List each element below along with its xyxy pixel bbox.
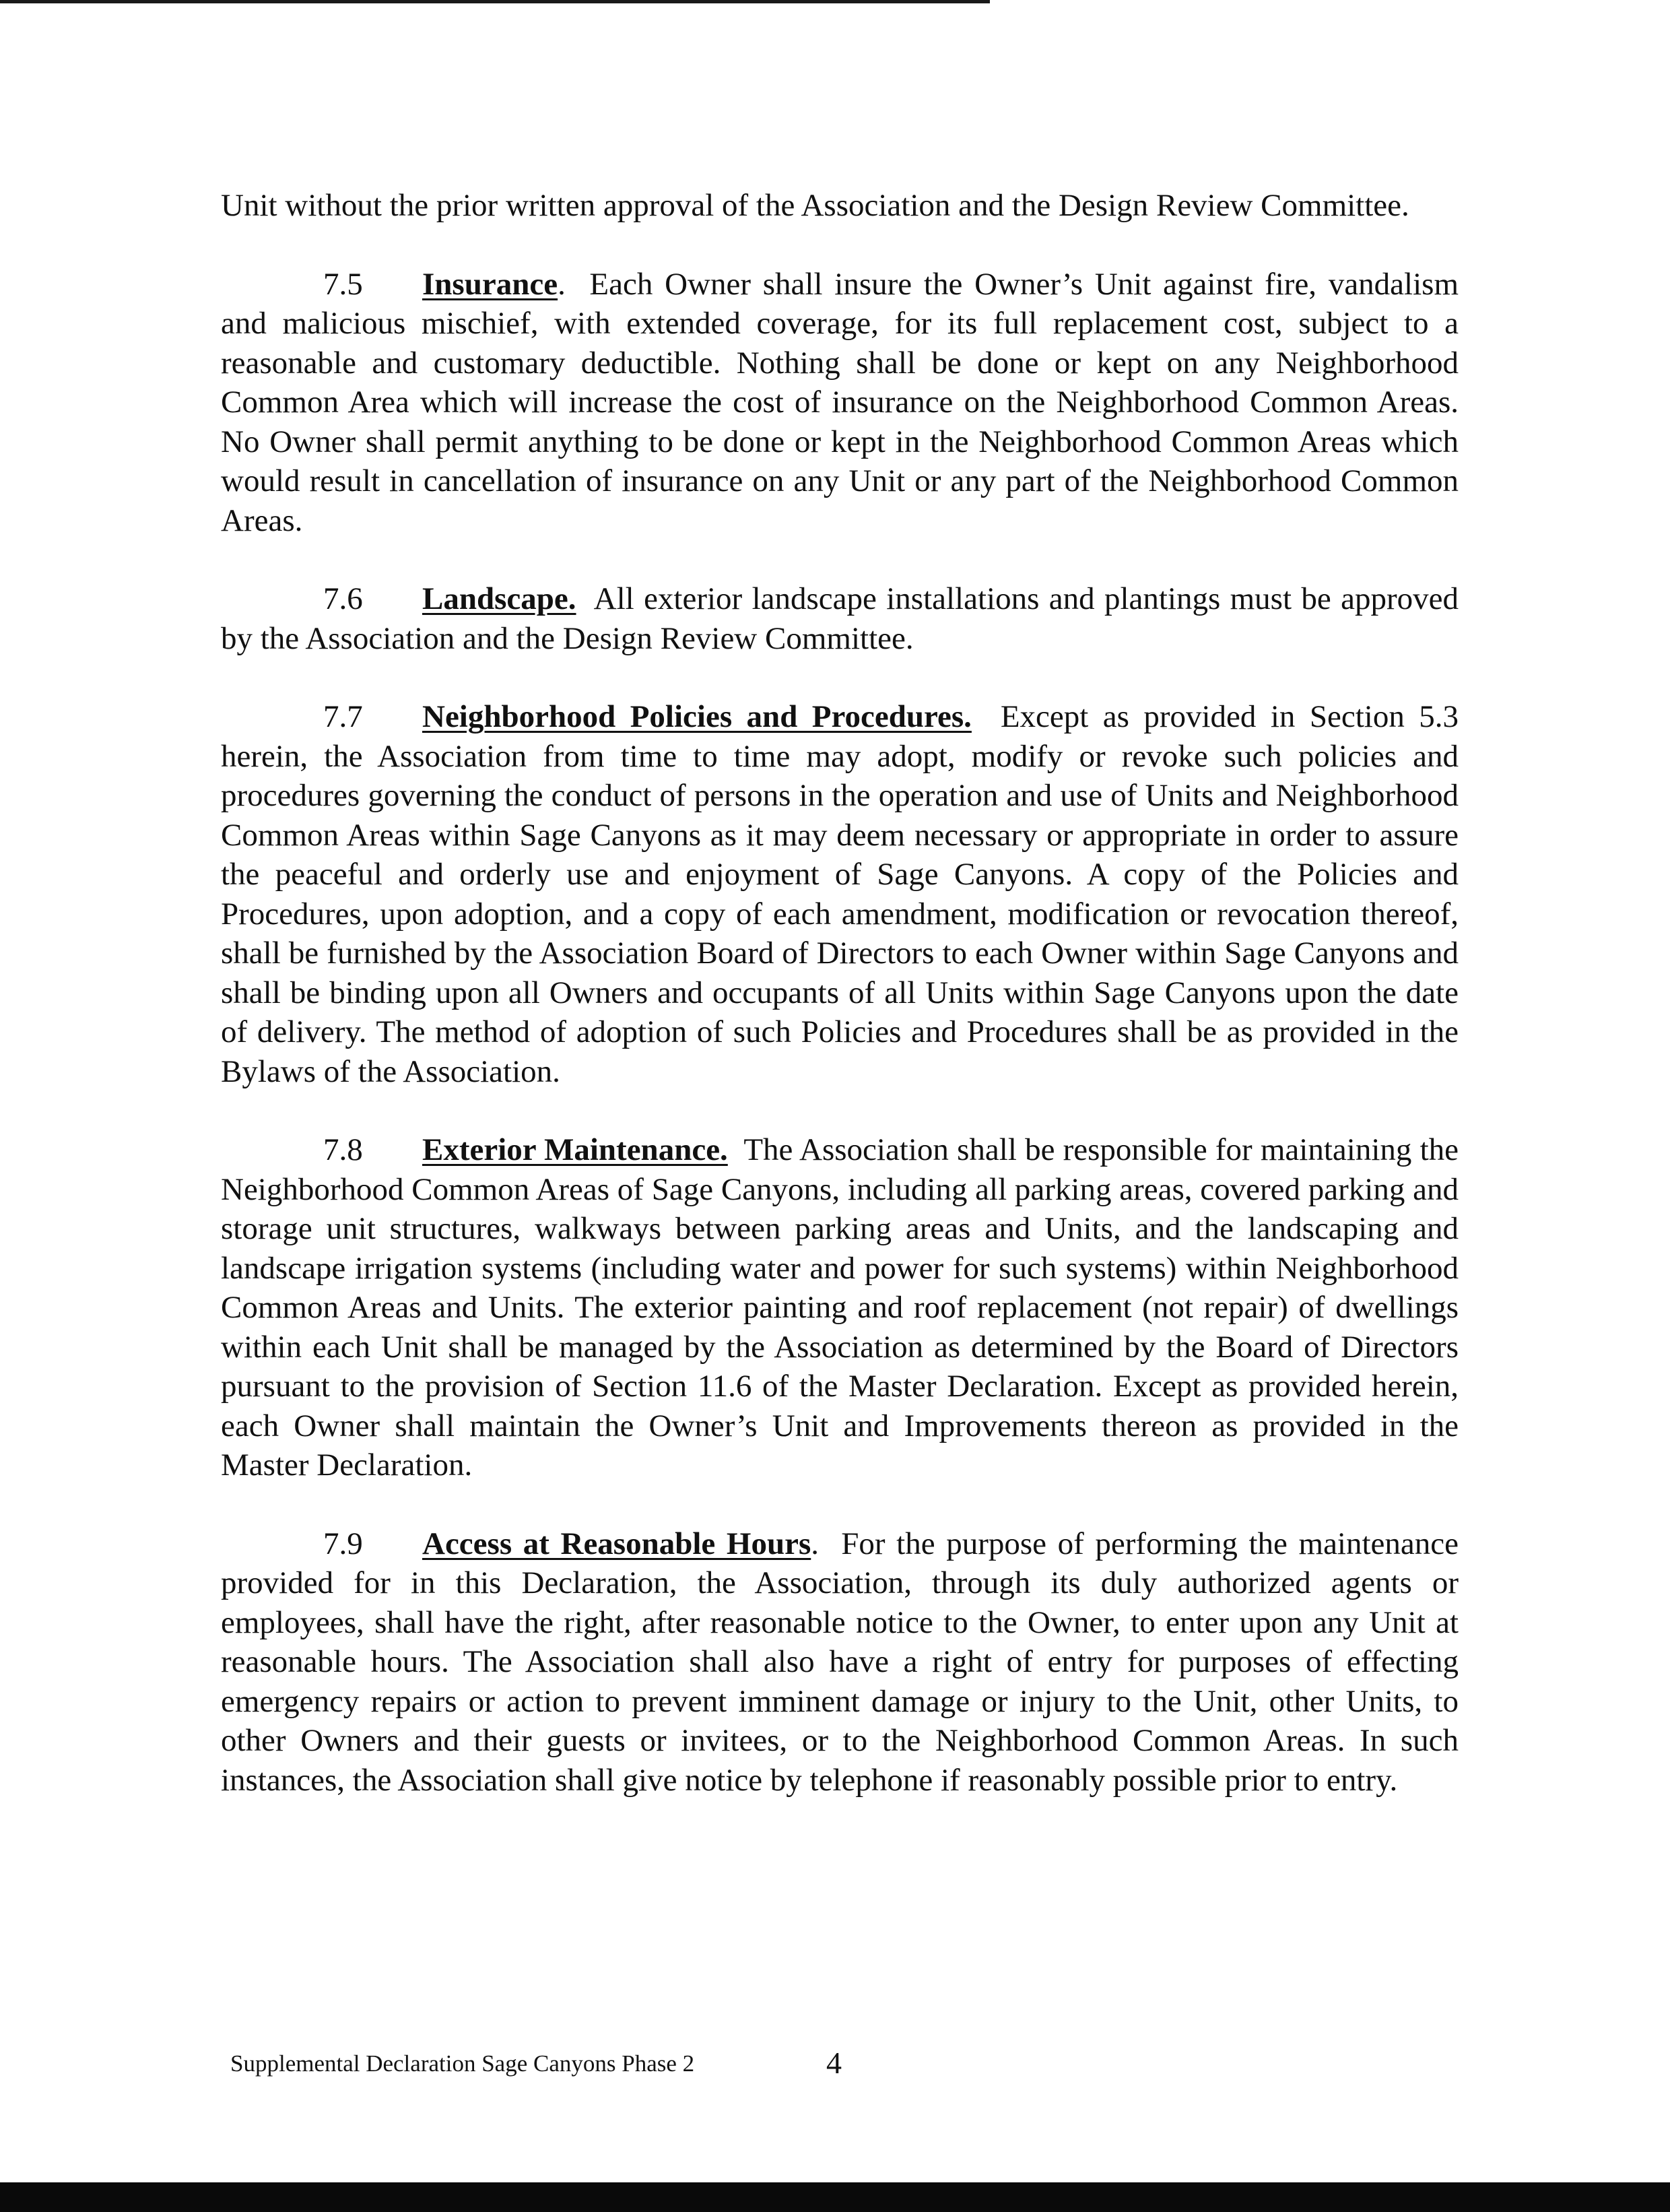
- section-body: For the purpose of performing the maintenance provided for in this Declaration, the Association, through its duly authorized agents or employees, shall have the right, after reasonable notice to the Owner, to enter upon any Unit at reasonable hours. The Association shall also have a right of entry for purposes of effecting emergency repairs or action to prevent imminent damage or injury to the Unit, other Units, to other Owners and their guests or invitees, or to the Neighborhood Common Areas. In such instances, the Association shall give notice by telephone if reasonably possible prior to entry.: [221, 1526, 1459, 1798]
- page-number: 4: [826, 2046, 842, 2080]
- continued-paragraph: Unit without the prior written approval of the Association and the Design Review Committee.: [221, 188, 1409, 223]
- section-number: 7.9: [323, 1526, 363, 1561]
- heading-punctuation: .: [558, 266, 566, 302]
- section-7-6: [221, 579, 1459, 658]
- section-heading: Insurance: [422, 266, 558, 302]
- section-7-5: [221, 265, 1459, 541]
- section-7-8: [221, 1130, 1459, 1485]
- section-number: 7.7: [323, 699, 363, 734]
- section-body: The Association shall be responsible for maintaining the Neighborhood Common Areas of Sage Canyons, including all parking areas, covered parking and storage unit structures, walkways between parking areas and Units, and the landscaping and landscape irrigation systems (including water and power for such systems) within Neighborhood Common Areas and Units. The exterior painting and roof replacement (not repair) of dwellings within each Unit shall be managed by the Association as determined by the Board of Directors pursuant to the provision of Section 11.6 of the Master Declaration. Except as provided herein, each Owner shall maintain the Owner’s Unit and Improvements thereon as provided in the Master Declaration.: [221, 1132, 1459, 1483]
- section-number: 7.6: [323, 581, 363, 616]
- section-number: 7.5: [323, 266, 363, 302]
- top-scan-edge: [0, 0, 990, 3]
- footer-document-title: Supplemental Declaration Sage Canyons Phase 2: [230, 2050, 695, 2077]
- section-body: All exterior landscape installations and plantings must be approved by the Association and the Design Review Committee.: [221, 581, 1459, 656]
- section-7-7: [221, 697, 1459, 1091]
- section-heading: Landscape.: [422, 581, 576, 616]
- section-body: Except as provided in Section 5.3 herein, the Association from time to time may adopt, modify or revoke such policies and procedures governing the conduct of persons in the operation and use of Units and Neighborhood Common Areas within Sage Canyons as it may deem necessary or appropriate in order to assure the peaceful and orderly use and enjoyment of Sage Canyons. A copy of the Policies and Procedures, upon adoption, and a copy of each amendment, modification or revocation thereof, shall be furnished by the Association Board of Directors to each Owner within Sage Canyons and shall be binding upon all Owners and occupants of all Units within Sage Canyons upon the date of delivery. The method of adoption of such Policies and Procedures shall be as provided in the Bylaws of the Association.: [221, 699, 1459, 1089]
- section-body: Each Owner shall insure the Owner’s Unit against fire, vandalism and malicious mischief, with extended coverage, for its full replacement cost, subject to a reasonable and customary deductible. Nothing shall be done or kept on any Neighborhood Common Area which will increase the cost of insurance on the Neighborhood Common Areas. No Owner shall permit anything to be done or kept in the Neighborhood Common Areas which would result in cancellation of insurance on any Unit or any part of the Neighborhood Common Areas.: [221, 266, 1459, 538]
- section-number: 7.8: [323, 1132, 363, 1167]
- document-body: [221, 186, 1459, 1839]
- section-heading: Neighborhood Policies and Procedures.: [422, 699, 972, 734]
- section-heading: Access at Reasonable Hours: [422, 1526, 811, 1561]
- bottom-scan-edge: [0, 2182, 1670, 2212]
- section-7-9: [221, 1524, 1459, 1800]
- heading-punctuation: .: [811, 1526, 820, 1561]
- section-heading: Exterior Maintenance.: [422, 1132, 728, 1167]
